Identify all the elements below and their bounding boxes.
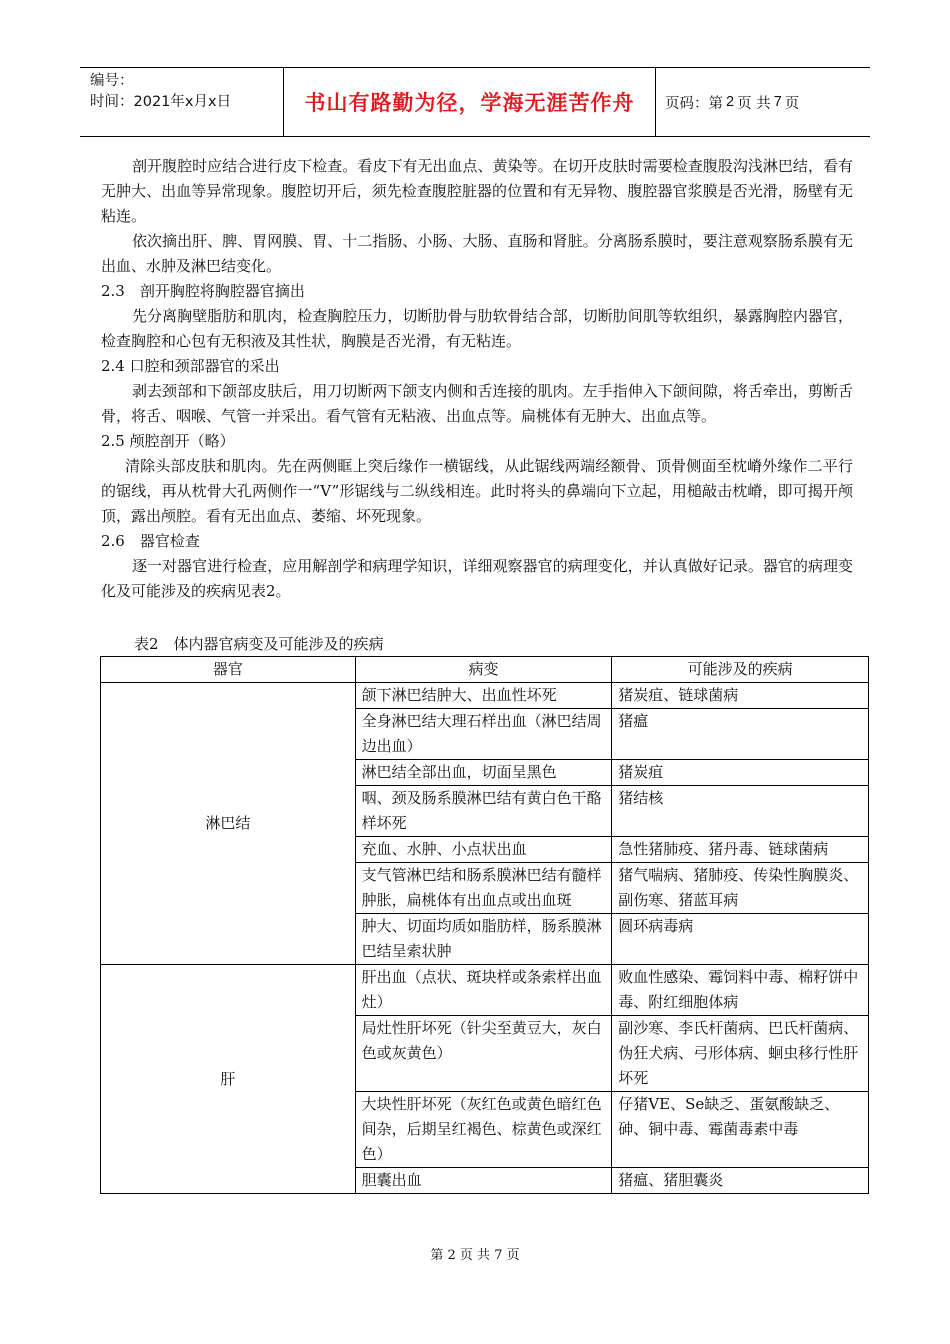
section-heading: 2.4 口腔和颈部器官的采出 [101,357,280,375]
header-page-number [656,68,870,136]
lesion-cell: 胆囊出血 [355,1168,612,1194]
lesion-cell: 淋巴结全部出血，切面呈黑色 [355,760,612,786]
column-header-disease: 可能涉及的疾病 [612,657,869,683]
lesion-cell: 局灶性肝坏死（针尖至黄豆大，灰白色或灰黄色） [355,1016,612,1092]
disease-cell: 仔猪VE、Se缺乏、蛋氨酸缺乏、砷、铜中毒、霉菌毒素中毒 [612,1092,869,1168]
lesion-cell: 充血、水肿、小点状出血 [355,837,612,863]
paragraph: 逐一对器官进行检查，应用解剖学和病理学知识，详细观察器官的病理变化，并认真做好记录。器官的病理变化及可能涉及的疾病见表2。 [101,557,853,600]
disease-cell: 圆环病毒病 [612,914,869,965]
page-header [80,67,870,137]
lesion-cell: 全身淋巴结大理石样出血（淋巴结周边出血） [355,709,612,760]
header-motto-cell [283,68,656,136]
section-heading: 2.6 器官检查 [101,532,200,550]
disease-cell: 猪瘟 [612,709,869,760]
page-current: 2 [726,94,735,110]
column-header-lesion: 病变 [355,657,612,683]
header-motto: 书山有路勤为径，学海无涯苦作舟 [304,91,635,115]
table-caption: 表2 体内器官病变及可能涉及的疾病 [134,635,384,653]
page-prefix: 页码：第 [665,95,723,112]
disease-cell: 猪气喘病、猪肺疫、传染性胸膜炎、副伤寒、猪蓝耳病 [612,863,869,914]
disease-cell: 败血性感染、霉饲料中毒、棉籽饼中毒、附红细胞体病 [612,965,869,1016]
paragraph: 剖开腹腔时应结合进行皮下检查。看皮下有无出血点、黄染等。在切开皮肤时需要检查腹股沟浅淋巴结，看有无肿大、出血等异常现象。腹腔切开后，须先检查腹腔脏器的位置和有无异物、腹腔器官浆膜是否光滑，肠壁有无粘连。 [101,157,853,225]
organ-lesion-table [100,656,869,1194]
organ-cell: 淋巴结 [101,683,356,965]
table-row [101,965,869,1016]
page-suffix: 页 [784,95,800,112]
paragraph: 先分离胸壁脂肪和肌肉，检查胸腔压力，切断肋骨与肋软骨结合部，切断肋间肌等软组织，暴露胸腔内器官，检查胸腔和心包有无积液及其性状，胸膜是否光滑，有无粘连。 [101,307,853,350]
column-header-organ: 器官 [101,657,356,683]
lesion-cell: 大块性肝坏死（灰红色或黄色暗红色间杂，后期呈红褐色、棕黄色或深红色） [355,1092,612,1168]
lesion-cell: 肿大、切面均质如脂肪样，肠系膜淋巴结呈索状肿 [355,914,612,965]
doc-time-label: 时间：2021年x月x日 [90,94,232,110]
document-body [101,154,853,604]
paragraph: 清除头部皮肤和肌肉。先在两侧眶上突后缘作一横锯线，从此锯线两端经额骨、顶骨侧面至枕嵴外缘作二平行的锯线，再从枕骨大孔两侧作一“V”形锯线与二纵线相连。此时将头的鼻端向下立起，用槌敲击枕嵴，即可揭开颅顶，露出颅腔。看有无出血点、萎缩、坏死现象。 [101,457,853,525]
disease-cell: 猪结核 [612,786,869,837]
paragraph: 剥去颈部和下颌部皮肤后，用刀切断两下颌支内侧和舌连接的肌肉。左手指伸入下颌间隙，将舌牵出，剪断舌骨，将舌、咽喉、气管一并采出。看气管有无粘液、出血点等。扁桃体有无肿大、出血点等。 [101,382,853,425]
doc-number-label: 编号： [90,73,134,89]
disease-cell: 急性猪肺疫、猪丹毒、链球菌病 [612,837,869,863]
lesion-cell: 支气管淋巴结和肠系膜淋巴结有髓样肿胀，扁桃体有出血点或出血斑 [355,863,612,914]
page-mid: 页 共 [737,95,771,112]
disease-cell: 副沙寒、李氏杆菌病、巴氏杆菌病、伪狂犬病、弓形体病、蛔虫移行性肝坏死 [612,1016,869,1092]
paragraph: 依次摘出肝、脾、胃网膜、胃、十二指肠、小肠、大肠、直肠和肾脏。分离肠系膜时，要注意观察肠系膜有无出血、水肿及淋巴结变化。 [101,232,853,275]
lesion-cell: 颌下淋巴结肿大、出血性坏死 [355,683,612,709]
disease-cell: 猪炭疽 [612,760,869,786]
disease-cell: 猪瘟、猪胆囊炎 [612,1168,869,1194]
table-row [101,683,869,709]
section-heading: 2.3 剖开胸腔将胸腔器官摘出 [101,282,305,300]
lesion-cell: 肝出血（点状、斑块样或条索样出血灶） [355,965,612,1016]
organ-cell: 肝 [101,965,356,1194]
page-footer: 第 2 页 共 7 页 [430,1248,520,1263]
section-heading: 2.5 颅腔剖开（略） [101,432,235,450]
page-total: 7 [773,94,782,110]
lesion-cell: 咽、颈及肠系膜淋巴结有黄白色干酪样坏死 [355,786,612,837]
header-meta [80,68,283,136]
table-header-row [101,657,869,683]
disease-cell: 猪炭疽、链球菌病 [612,683,869,709]
